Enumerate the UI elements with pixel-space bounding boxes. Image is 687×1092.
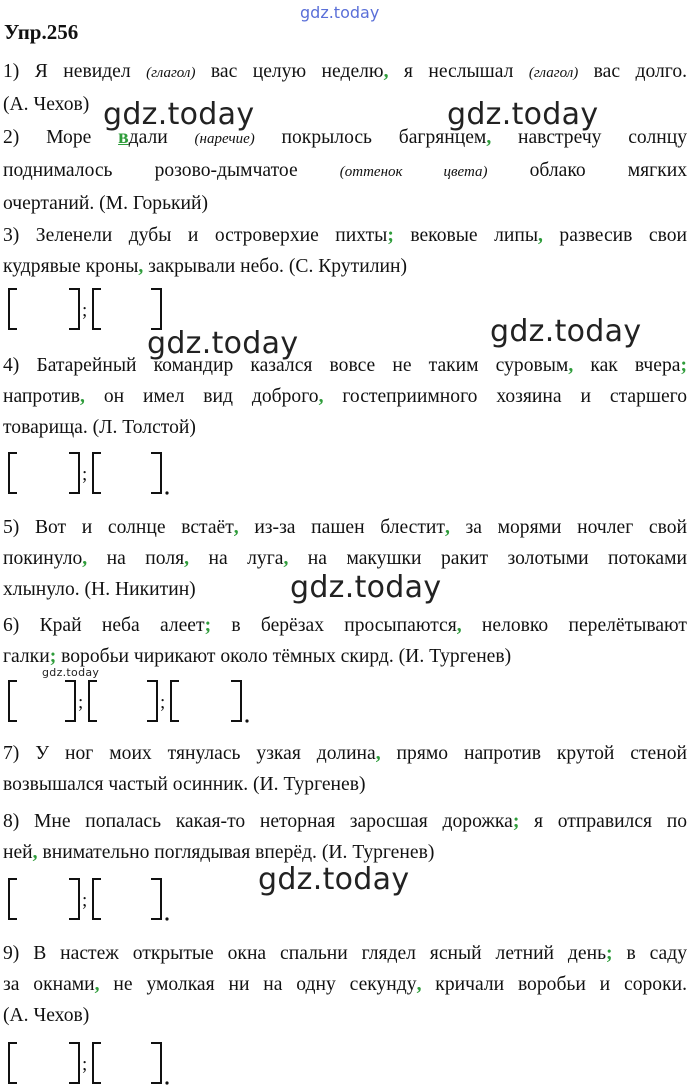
green-comma: ,: [138, 256, 144, 277]
green-comma: ,: [375, 743, 381, 764]
grammar-note: (оттенок цвета): [339, 164, 488, 180]
green-letter: в: [118, 127, 129, 148]
sentence-9: 9) В настеж открытые окна спальни глядел ясный летний день; в саду за окнами, не умолкая ни на одну секунду, кричали воробьи и сороки. (А. Чехов): [3, 943, 687, 1026]
green-comma: ,: [538, 225, 543, 246]
green-semicolon: ;: [512, 811, 520, 832]
green-comma: ,: [456, 615, 462, 636]
scheme-semicolon: ;: [82, 890, 88, 911]
scheme-8: [3, 876, 183, 922]
green-comma: ,: [486, 127, 492, 148]
scheme-semicolon: ;: [82, 464, 88, 485]
scheme-semicolon: ;: [82, 300, 88, 321]
sentence-5: 5) Вот и солнце встаёт, из-за пашен блестит, за морями ночлег свой покинуло, на поля, на луга, на макушки ракит золотыми потоками хлынуло. (Н. Никитин): [3, 517, 687, 600]
grammar-note: (наречие): [194, 131, 255, 147]
green-comma: ,: [283, 548, 289, 569]
sentence-1-author: (А. Чехов): [3, 94, 90, 115]
sentence-7: 7) У ног моих тянулась узкая долина, прямо напротив крутой стеной возвышался частый осинник. (И. Тургенев): [3, 743, 687, 795]
watermark: gdz.today: [147, 326, 299, 361]
green-comma: ,: [94, 974, 100, 995]
green-semicolon: ;: [387, 225, 394, 246]
sentence-6: 6) Край неба алеет; в берёзах просыпаются, неловко перелётывают галки; воробьи чирикают около тёмных скирд. (И. Тургенев): [3, 615, 687, 667]
sentence-4: 4) Батарейный командир казался вовсе не таким суровым, как вчера; напротив, он имел вид доброго, гостеприимного хозяина и старшего товарища. (Л. Толстой): [3, 355, 687, 438]
scheme-4: [3, 450, 183, 496]
green-comma: ,: [32, 842, 38, 863]
sentence-scheme-diagram: [3, 678, 263, 724]
watermark: gdz.today: [490, 314, 642, 349]
header-watermark: gdz.today: [300, 3, 380, 22]
green-comma: ,: [383, 61, 389, 82]
scheme-6: [3, 678, 263, 724]
green-comma: ,: [80, 386, 85, 407]
green-semicolon: ;: [606, 943, 613, 964]
scheme-semicolon: ;: [160, 692, 166, 713]
grammar-note: (глагол): [528, 65, 579, 81]
sentence-3: 3) Зеленели дубы и островерхие пихты; вековые липы, развесив свои кудрявые кроны, закрывали небо. (С. Крутилин): [3, 225, 687, 277]
scheme-9: [3, 1040, 183, 1086]
watermark-small: gdz.today: [42, 666, 100, 679]
green-comma: ,: [318, 386, 324, 407]
sentence-scheme-diagram: [3, 450, 183, 496]
sentence-2: 2) Море вдали (наречие) покрылось багрянцем, навстречу солнцу поднималось розово-дымчатое (оттенок цвета) облако мягких очертаний. (М. Горький): [3, 127, 687, 214]
green-comma: ,: [444, 517, 450, 538]
scheme-semicolon: ;: [82, 1054, 88, 1075]
green-semicolon: ;: [680, 355, 687, 376]
sentence-scheme-diagram: [3, 1040, 183, 1086]
green-semicolon: ;: [204, 615, 212, 636]
grammar-note: (глагол): [146, 65, 196, 81]
green-comma: ,: [568, 355, 574, 376]
green-comma: ,: [416, 974, 422, 995]
sentence-scheme-diagram: [3, 876, 183, 922]
exercise-title: Упр.256: [4, 20, 79, 44]
sentence-8: 8) Мне попалась какая-то неторная заросшая дорожка; я отправился по ней, внимательно поглядывая вперёд. (И. Тургенев): [3, 811, 687, 863]
scheme-semicolon: ;: [78, 692, 84, 713]
sentence-1-line-1: 1) Я невидел (глагол) вас целую неделю, я неслышал (глагол) вас долго.: [3, 61, 687, 82]
watermark: gdz.today: [447, 97, 599, 132]
watermark: gdz.today: [103, 97, 255, 132]
green-comma: ,: [82, 548, 88, 569]
green-semicolon: ;: [49, 646, 57, 667]
watermark: gdz.today: [290, 570, 442, 605]
watermark: gdz.today: [258, 862, 410, 897]
green-comma: ,: [184, 548, 190, 569]
green-comma: ,: [233, 517, 239, 538]
